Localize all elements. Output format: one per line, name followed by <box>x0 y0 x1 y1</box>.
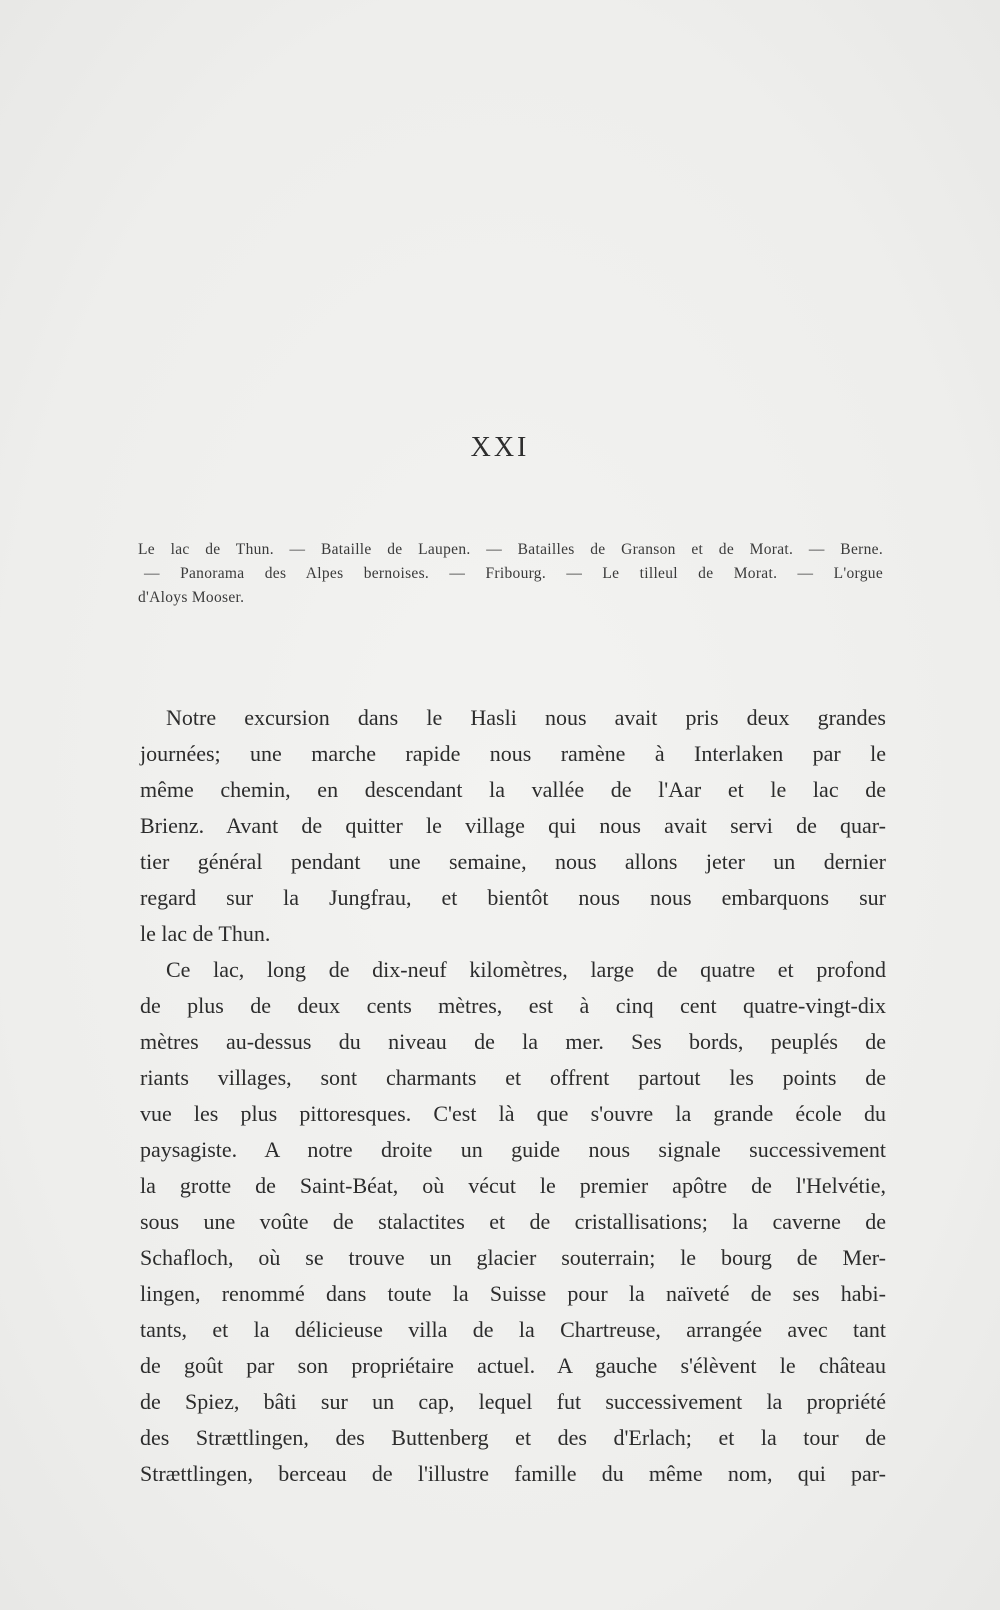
paragraph-2-line: mètres au-dessus du niveau de la mer. Ses bords, peuplés de <box>140 1029 886 1054</box>
paragraph-2-line: sous une voûte de stalactites et de cristallisations; la caverne de <box>140 1209 886 1234</box>
paragraph-2-line: tants, et la délicieuse villa de la Chartreuse, arrangée avec tant <box>140 1317 886 1342</box>
paragraph-1-line: Brienz. Avant de quitter le village qui nous avait servi de quar- <box>140 813 886 838</box>
paragraph-2-line: Strættlingen, berceau de l'illustre famille du même nom, qui par- <box>140 1461 886 1486</box>
paragraph-2-line: Ce lac, long de dix-neuf kilomètres, large de quatre et profond <box>166 957 886 982</box>
chapter-summary <box>138 538 883 610</box>
summary-line: Le lac de Thun. — Bataille de Laupen. — Batailles de Granson et de Morat. — Berne. <box>138 541 883 558</box>
body-text <box>140 700 886 1492</box>
paragraph-2-line: de goût par son propriétaire actuel. A gauche s'élèvent le château <box>140 1353 886 1378</box>
paragraph-1-line: même chemin, en descendant la vallée de l'Aar et le lac de <box>140 777 886 802</box>
paragraph-2-line: de plus de deux cents mètres, est à cinq cent quatre-vingt-dix <box>140 993 886 1018</box>
summary-line: d'Aloys Mooser. <box>138 589 245 606</box>
paragraph-1-line: tier général pendant une semaine, nous allons jeter un dernier <box>140 849 886 874</box>
paragraph-2-line: paysagiste. A notre droite un guide nous signale successivement <box>140 1137 886 1162</box>
paragraph-1-line: le lac de Thun. <box>140 921 271 946</box>
paragraph-1-line: Notre excursion dans le Hasli nous avait pris deux grandes <box>166 705 886 730</box>
paragraph-2-line: la grotte de Saint-Béat, où vécut le premier apôtre de l'Helvétie, <box>140 1173 886 1198</box>
paragraph-2-line: vue les plus pittoresques. C'est là que s'ouvre la grande école du <box>140 1101 886 1126</box>
paragraph-1-line: journées; une marche rapide nous ramène à Interlaken par le <box>140 741 886 766</box>
chapter-number: XXI <box>470 432 530 463</box>
paragraph-2-line: lingen, renommé dans toute la Suisse pour la naïveté de ses habi- <box>140 1281 886 1306</box>
paragraph-2-line: des Strættlingen, des Buttenberg et des d'Erlach; et la tour de <box>140 1425 886 1450</box>
paragraph-2-line: de Spiez, bâti sur un cap, lequel fut successivement la propriété <box>140 1389 886 1414</box>
paragraph-2-line: Schafloch, où se trouve un glacier souterrain; le bourg de Mer- <box>140 1245 886 1270</box>
summary-line: — Panorama des Alpes bernoises. — Fribourg. — Le tilleul de Morat. — L'orgue <box>144 565 883 582</box>
paragraph-1-line: regard sur la Jungfrau, et bientôt nous nous embarquons sur <box>140 885 886 910</box>
paragraph-2-line: riants villages, sont charmants et offrent partout les points de <box>140 1065 886 1090</box>
